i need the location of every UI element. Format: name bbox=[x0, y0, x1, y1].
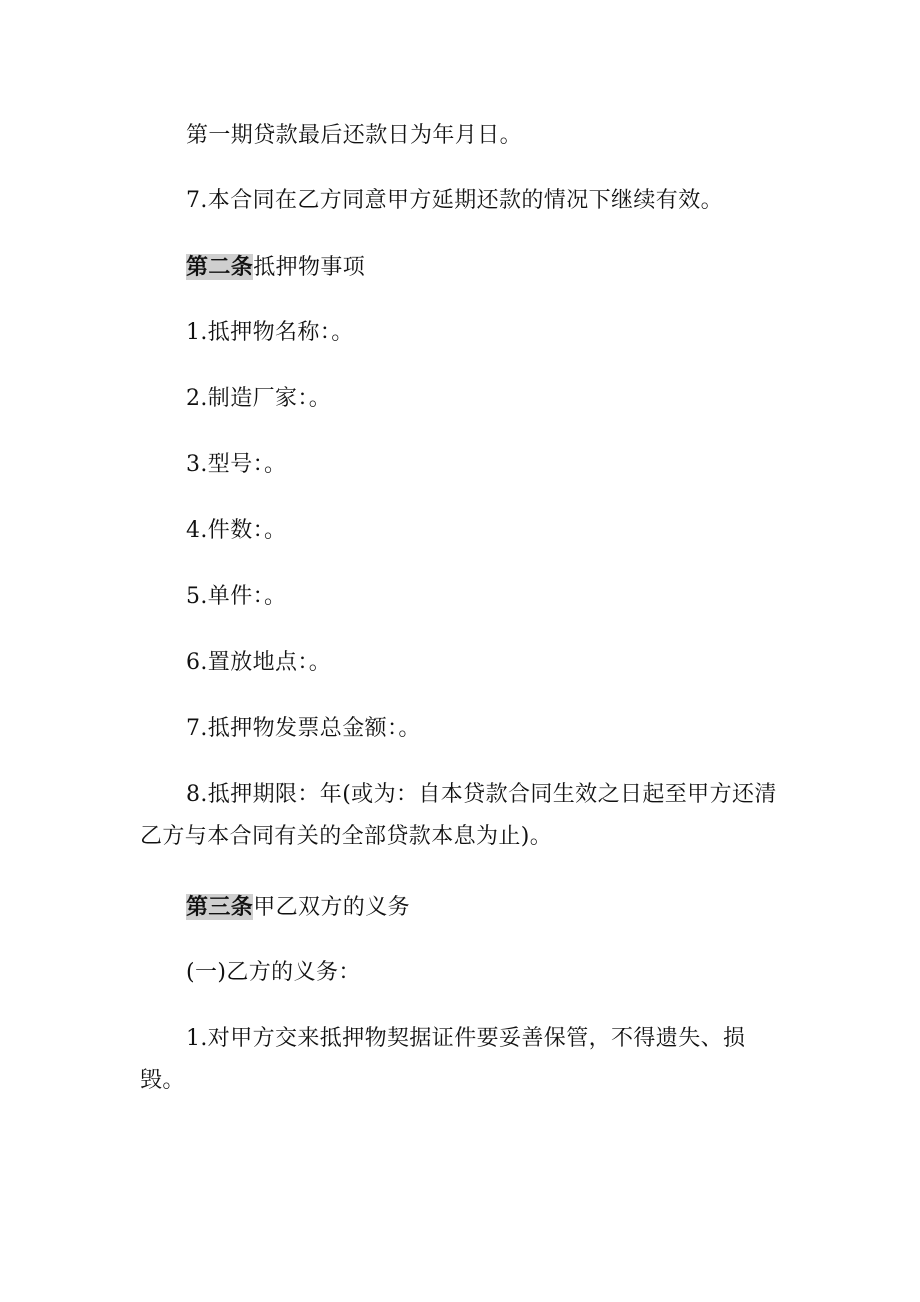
subsection-heading-party-b-duties bbox=[140, 952, 780, 994]
list-item-text: 3.型号：。 bbox=[186, 452, 287, 477]
section-heading-article-3 bbox=[140, 886, 780, 929]
list-item-text: 1.抵押物名称：。 bbox=[186, 320, 354, 345]
list-item-unit bbox=[140, 576, 780, 618]
list-item-text: 6.置放地点：。 bbox=[186, 650, 332, 675]
section-heading-article-2 bbox=[140, 246, 780, 289]
list-item-text: 4.件数：。 bbox=[186, 518, 287, 543]
list-item-collateral-name bbox=[140, 312, 780, 354]
list-item-custody-duty bbox=[140, 1018, 780, 1102]
paragraph-text: 第一期贷款最后还款日为年月日。 bbox=[186, 123, 523, 148]
subsection-text: (一)乙方的义务： bbox=[186, 960, 361, 985]
list-item-quantity bbox=[140, 510, 780, 552]
list-item-text: 1.对甲方交来抵押物契据证件要妥善保管，不得遗失、损毁。 bbox=[140, 1026, 746, 1093]
list-item-mortgage-term bbox=[140, 774, 780, 858]
article-title: 抵押物事项 bbox=[253, 255, 366, 280]
list-item-model bbox=[140, 444, 780, 486]
paragraph-first-repayment-date bbox=[140, 115, 780, 157]
article-title: 甲乙双方的义务 bbox=[253, 895, 411, 920]
list-item-text: 8.抵押期限：年(或为：自本贷款合同生效之日起至甲方还清乙方与本合同有关的全部贷款本息为止)。 bbox=[140, 782, 777, 849]
article-label: 第三条 bbox=[186, 894, 254, 920]
paragraph-text: 7.本合同在乙方同意甲方延期还款的情况下继续有效。 bbox=[186, 188, 723, 213]
list-item-invoice-total bbox=[140, 708, 780, 750]
list-item-text: 5.单件：。 bbox=[186, 584, 287, 609]
article-label: 第二条 bbox=[186, 254, 254, 280]
list-item-text: 2.制造厂家：。 bbox=[186, 386, 332, 411]
list-item-location bbox=[140, 642, 780, 684]
list-item-manufacturer bbox=[140, 378, 780, 420]
list-item-text: 7.抵押物发票总金额：。 bbox=[186, 716, 421, 741]
paragraph-extension-validity bbox=[140, 180, 780, 222]
